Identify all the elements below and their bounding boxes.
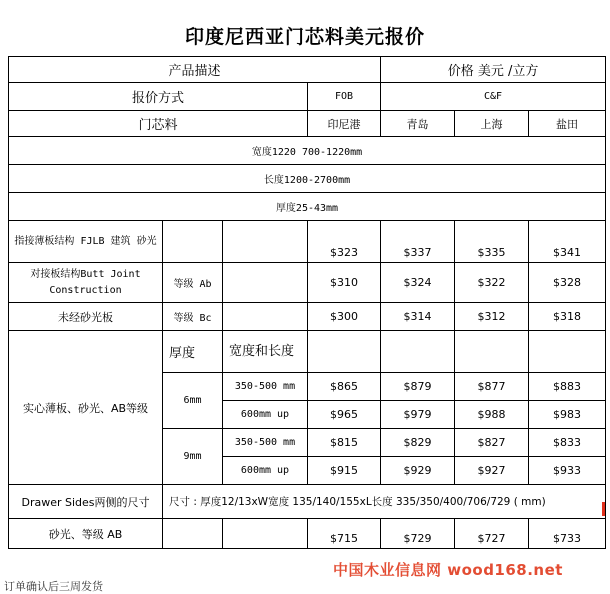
page-title: 印度尼西亚门芯料美元报价 bbox=[184, 26, 425, 48]
product-name: 对接板结构Butt Joint Construction bbox=[9, 263, 163, 303]
product-name: 未经砂光板 bbox=[9, 303, 163, 331]
empty-cell bbox=[163, 519, 223, 549]
price-cell: $877 bbox=[455, 373, 529, 401]
table-row bbox=[9, 57, 606, 83]
product-name: 砂光、等级 AB bbox=[9, 519, 163, 549]
table-row bbox=[9, 193, 606, 221]
product-name: 实心薄板、砂光、AB等级 bbox=[9, 331, 163, 485]
grade-cell: 等级 Ab bbox=[163, 263, 223, 303]
price-cell: $337 bbox=[381, 221, 455, 263]
empty-cell bbox=[223, 303, 308, 331]
table-row bbox=[9, 165, 606, 193]
price-cell: $729 bbox=[381, 519, 455, 549]
empty-cell bbox=[223, 221, 308, 263]
thickness-header: 厚度 bbox=[163, 331, 223, 373]
price-cell: $965 bbox=[308, 401, 381, 429]
price-cell: $829 bbox=[381, 429, 455, 457]
table-row bbox=[9, 519, 606, 549]
table-row bbox=[9, 111, 606, 137]
price-cell: $983 bbox=[529, 401, 606, 429]
fob-header: FOB bbox=[308, 83, 381, 111]
size-header: 宽度和长度 bbox=[223, 331, 308, 373]
size-cell: 350-500 mm bbox=[223, 429, 308, 457]
empty-cell bbox=[381, 331, 455, 373]
table-row bbox=[9, 221, 606, 263]
empty-cell bbox=[455, 331, 529, 373]
empty-cell bbox=[223, 519, 308, 549]
footer-note: 订单确认后三周发货 bbox=[4, 580, 103, 593]
price-cell: $314 bbox=[381, 303, 455, 331]
price-cell: $865 bbox=[308, 373, 381, 401]
port-header: 盐田 bbox=[529, 111, 606, 137]
table-row bbox=[9, 303, 606, 331]
price-cell: $883 bbox=[529, 373, 606, 401]
watermark: 中国木业信息网 wood168.net bbox=[333, 561, 563, 579]
size-cell: 600mm up bbox=[223, 401, 308, 429]
product-desc-header: 产品描述 bbox=[9, 57, 381, 83]
empty-cell bbox=[223, 263, 308, 303]
price-cell: $300 bbox=[308, 303, 381, 331]
product-name: 指接薄板结构 FJLB 建筑 砂光 bbox=[9, 221, 163, 263]
price-cell: $310 bbox=[308, 263, 381, 303]
price-cell: $328 bbox=[529, 263, 606, 303]
price-cell: $323 bbox=[308, 221, 381, 263]
table-row bbox=[9, 331, 606, 373]
price-cell: $318 bbox=[529, 303, 606, 331]
price-cell: $879 bbox=[381, 373, 455, 401]
price-table bbox=[8, 56, 606, 549]
thickness-cell: 9mm bbox=[163, 429, 223, 485]
price-cell: $324 bbox=[381, 263, 455, 303]
price-cell: $322 bbox=[455, 263, 529, 303]
size-cell: 600mm up bbox=[223, 457, 308, 485]
size-cell: 350-500 mm bbox=[223, 373, 308, 401]
port-header: 上海 bbox=[455, 111, 529, 137]
quote-method-header: 报价方式 bbox=[9, 83, 308, 111]
price-cell: $341 bbox=[529, 221, 606, 263]
empty-cell bbox=[529, 331, 606, 373]
drawer-dimensions: 尺寸 : 厚度12/13xW宽度 135/140/155xL长度 335/350/400/706/729 ( mm) bbox=[163, 485, 606, 519]
edge-marker bbox=[602, 502, 605, 516]
price-cell: $933 bbox=[529, 457, 606, 485]
price-cell: $733 bbox=[529, 519, 606, 549]
spec-length: 长度1200-2700mm bbox=[9, 165, 606, 193]
product-name: Drawer Sides两侧的尺寸 bbox=[9, 485, 163, 519]
cf-header: C&F bbox=[381, 83, 606, 111]
table-row bbox=[9, 263, 606, 303]
price-cell: $815 bbox=[308, 429, 381, 457]
spec-thickness: 厚度25-43mm bbox=[9, 193, 606, 221]
price-cell: $335 bbox=[455, 221, 529, 263]
price-cell: $827 bbox=[455, 429, 529, 457]
price-cell: $715 bbox=[308, 519, 381, 549]
core-material-header: 门芯料 bbox=[9, 111, 308, 137]
grade-cell: 等级 Bc bbox=[163, 303, 223, 331]
price-cell: $988 bbox=[455, 401, 529, 429]
port-header: 青岛 bbox=[381, 111, 455, 137]
empty-cell bbox=[308, 331, 381, 373]
thickness-cell: 6mm bbox=[163, 373, 223, 429]
price-cell: $312 bbox=[455, 303, 529, 331]
grade-cell bbox=[163, 221, 223, 263]
price-cell: $979 bbox=[381, 401, 455, 429]
price-cell: $927 bbox=[455, 457, 529, 485]
price-cell: $727 bbox=[455, 519, 529, 549]
price-unit-header: 价格 美元 /立方 bbox=[381, 57, 606, 83]
table-row bbox=[9, 83, 606, 111]
price-cell: $915 bbox=[308, 457, 381, 485]
price-cell: $833 bbox=[529, 429, 606, 457]
spec-width: 宽度1220 700-1220mm bbox=[9, 137, 606, 165]
table-row bbox=[9, 485, 606, 519]
port-header: 印尼港 bbox=[308, 111, 381, 137]
table-row bbox=[9, 137, 606, 165]
price-cell: $929 bbox=[381, 457, 455, 485]
